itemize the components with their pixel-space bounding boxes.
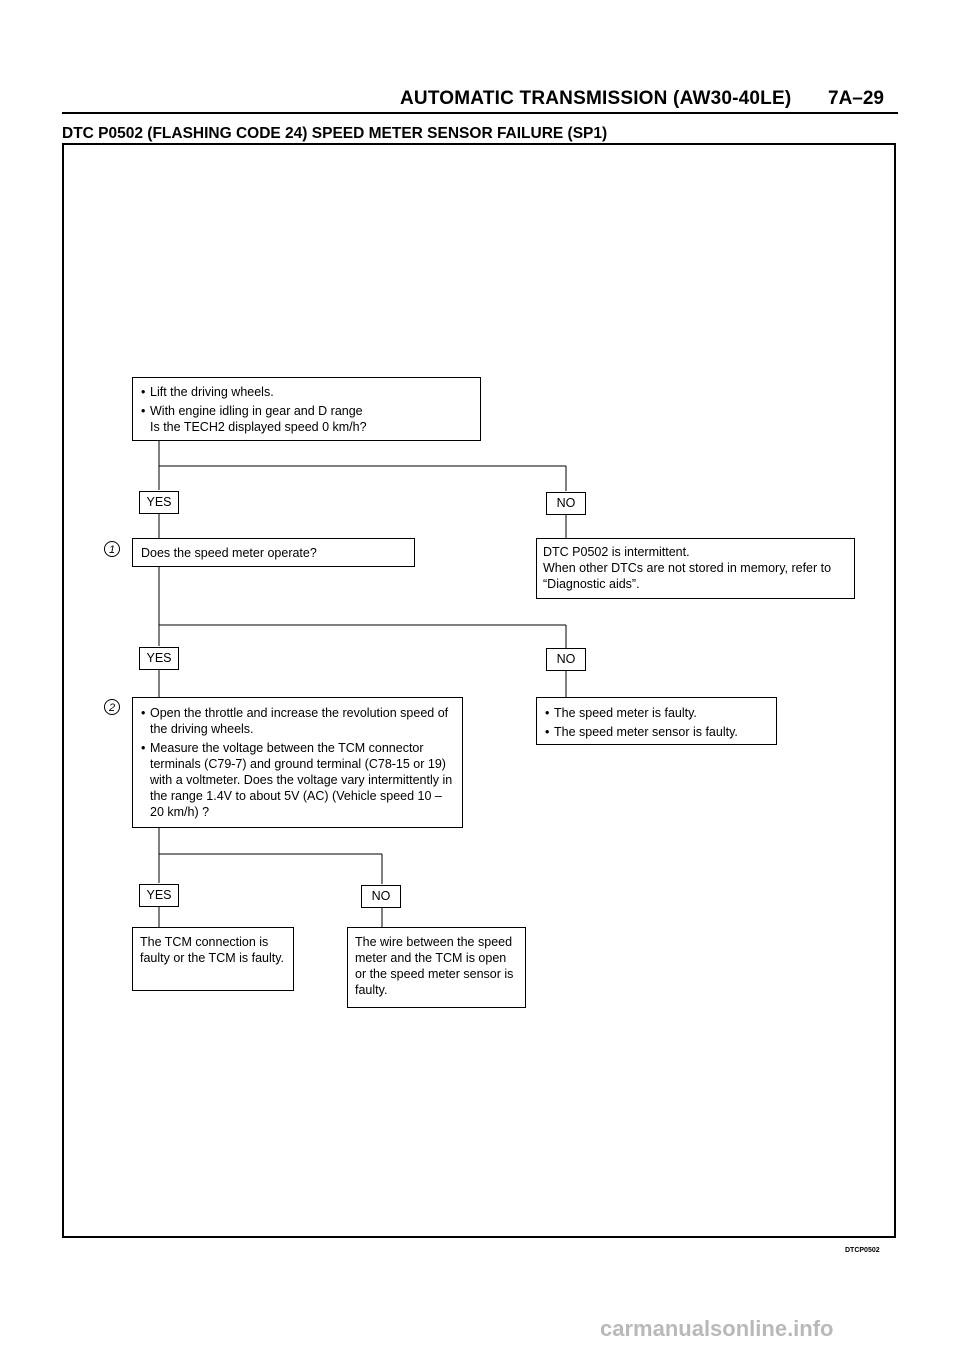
step2-box [132,697,463,828]
intermittent-line-3: “Diagnostic aids”. [543,577,640,591]
tcm-result-box [132,927,294,991]
step2-item-1: • Open the throttle and increase the revolution speed of the driving wheels. [141,705,454,737]
intermittent-box [536,538,855,599]
no-label-1: NO [546,492,586,515]
yes-label-2: YES [139,647,179,670]
step-marker-2: 2 [104,699,120,715]
step1-box [132,538,415,567]
no-label-3: NO [361,885,401,908]
yes-label-3: YES [139,884,179,907]
intermittent-line-1: DTC P0502 is intermittent. [543,545,690,559]
figure-code: DTCP0502 [845,1247,880,1254]
intermittent-line-2: When other DTCs are not stored in memory, refer to [543,561,832,575]
tcm-result-text: The TCM connection is faulty or the TCM is faulty. [140,935,285,965]
step-marker-1: 1 [104,541,120,557]
start-box [132,377,481,441]
step1-question: Does the speed meter operate? [141,546,317,560]
page-header-title: AUTOMATIC TRANSMISSION (AW30-40LE) [400,88,792,109]
yes-label-1: YES [139,491,179,514]
page-number: 7A–29 [828,88,884,109]
no-label-2: NO [546,648,586,671]
faulty-meter-box [536,697,777,745]
step2-item-2: • Measure the voltage between the TCM connector terminals (C79-7) and ground terminal (C78-15 or 19) with a voltmeter. Does the voltage vary intermittently in the range 1.4V to about 5V (AC) (Vehicle speed 10 – 20 km/h) ? [141,740,454,820]
faulty-meter-item-1: • The speed meter is faulty. [545,705,768,721]
wire-result-text: The wire between the speed meter and the TCM is open or the speed meter sensor is faulty. [355,935,514,997]
watermark: carmanualsonline.info [600,1316,834,1341]
start-question: Is the TECH2 displayed speed 0 km/h? [150,420,367,434]
section-title: DTC P0502 (FLASHING CODE 24) SPEED METER SENSOR FAILURE (SP1) [62,125,608,142]
faulty-meter-item-2: • The speed meter sensor is faulty. [545,724,768,740]
start-item-1: • Lift the driving wheels. [141,384,472,400]
start-item-2: • With engine idling in gear and D range [141,403,472,419]
wire-result-box [347,927,526,1008]
